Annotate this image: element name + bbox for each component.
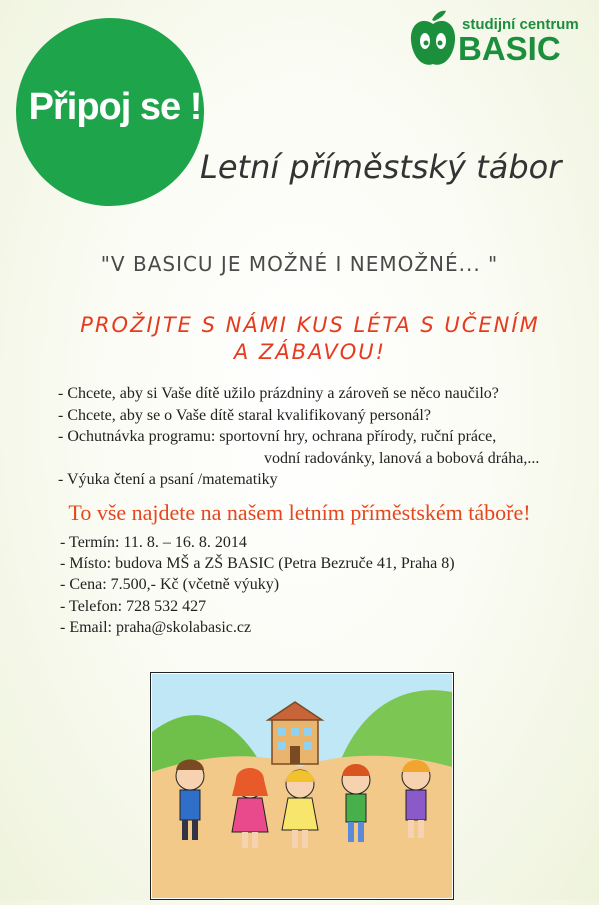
slogan-line: PROŽIJTE S NÁMI KUS LÉTA S UČENÍM [80, 313, 540, 337]
apple-icon [408, 8, 458, 70]
list-item: - Chcete, aby se o Vaše dítě staral kvalifikovaný personál? [58, 406, 431, 424]
page-title: Letní příměstský tábor [200, 148, 562, 186]
slogan [0, 312, 599, 366]
join-badge-text: Připoj se ! [28, 86, 202, 128]
question-list [58, 383, 539, 491]
detail-phone: - Telefon: 728 532 427 [60, 597, 207, 615]
detail-price: - Cena: 7.500,- Kč (včetně výuky) [60, 576, 280, 594]
detail-date: - Termín: 11. 8. – 16. 8. 2014 [60, 534, 247, 551]
motto: "V BASICU JE MOŽNÉ I NEMOŽNÉ... " [100, 252, 499, 276]
highlight-text: To vše najdete na našem letním příměstském táboře! [68, 500, 531, 525]
logo-subtitle: studijní centrum [462, 16, 579, 33]
list-item-continuation: vodní radovánky, lanová a bobová dráha,... [264, 449, 540, 467]
list-item: - Ochutnávka programu: sportovní hry, ochrana přírody, ruční práce, [58, 428, 497, 445]
detail-email: - Email: praha@skolabasic.cz [60, 618, 252, 636]
basic-logo [408, 6, 588, 70]
children-cartoon-illustration [150, 672, 454, 900]
detail-place: - Místo: budova MŠ a ZŠ BASIC (Petra Bezruče 41, Praha 8) [60, 555, 455, 573]
slogan-line: A ZÁBAVOU! [233, 340, 387, 364]
logo-name: BASIC [458, 30, 561, 67]
children-illustration [150, 672, 454, 900]
list-item: - Chcete, aby si Vaše dítě užilo prázdniny a zároveň se něco naučilo? [58, 385, 499, 402]
list-item: - Výuka čtení a psaní /matematiky [58, 471, 278, 488]
details-list [60, 532, 455, 638]
